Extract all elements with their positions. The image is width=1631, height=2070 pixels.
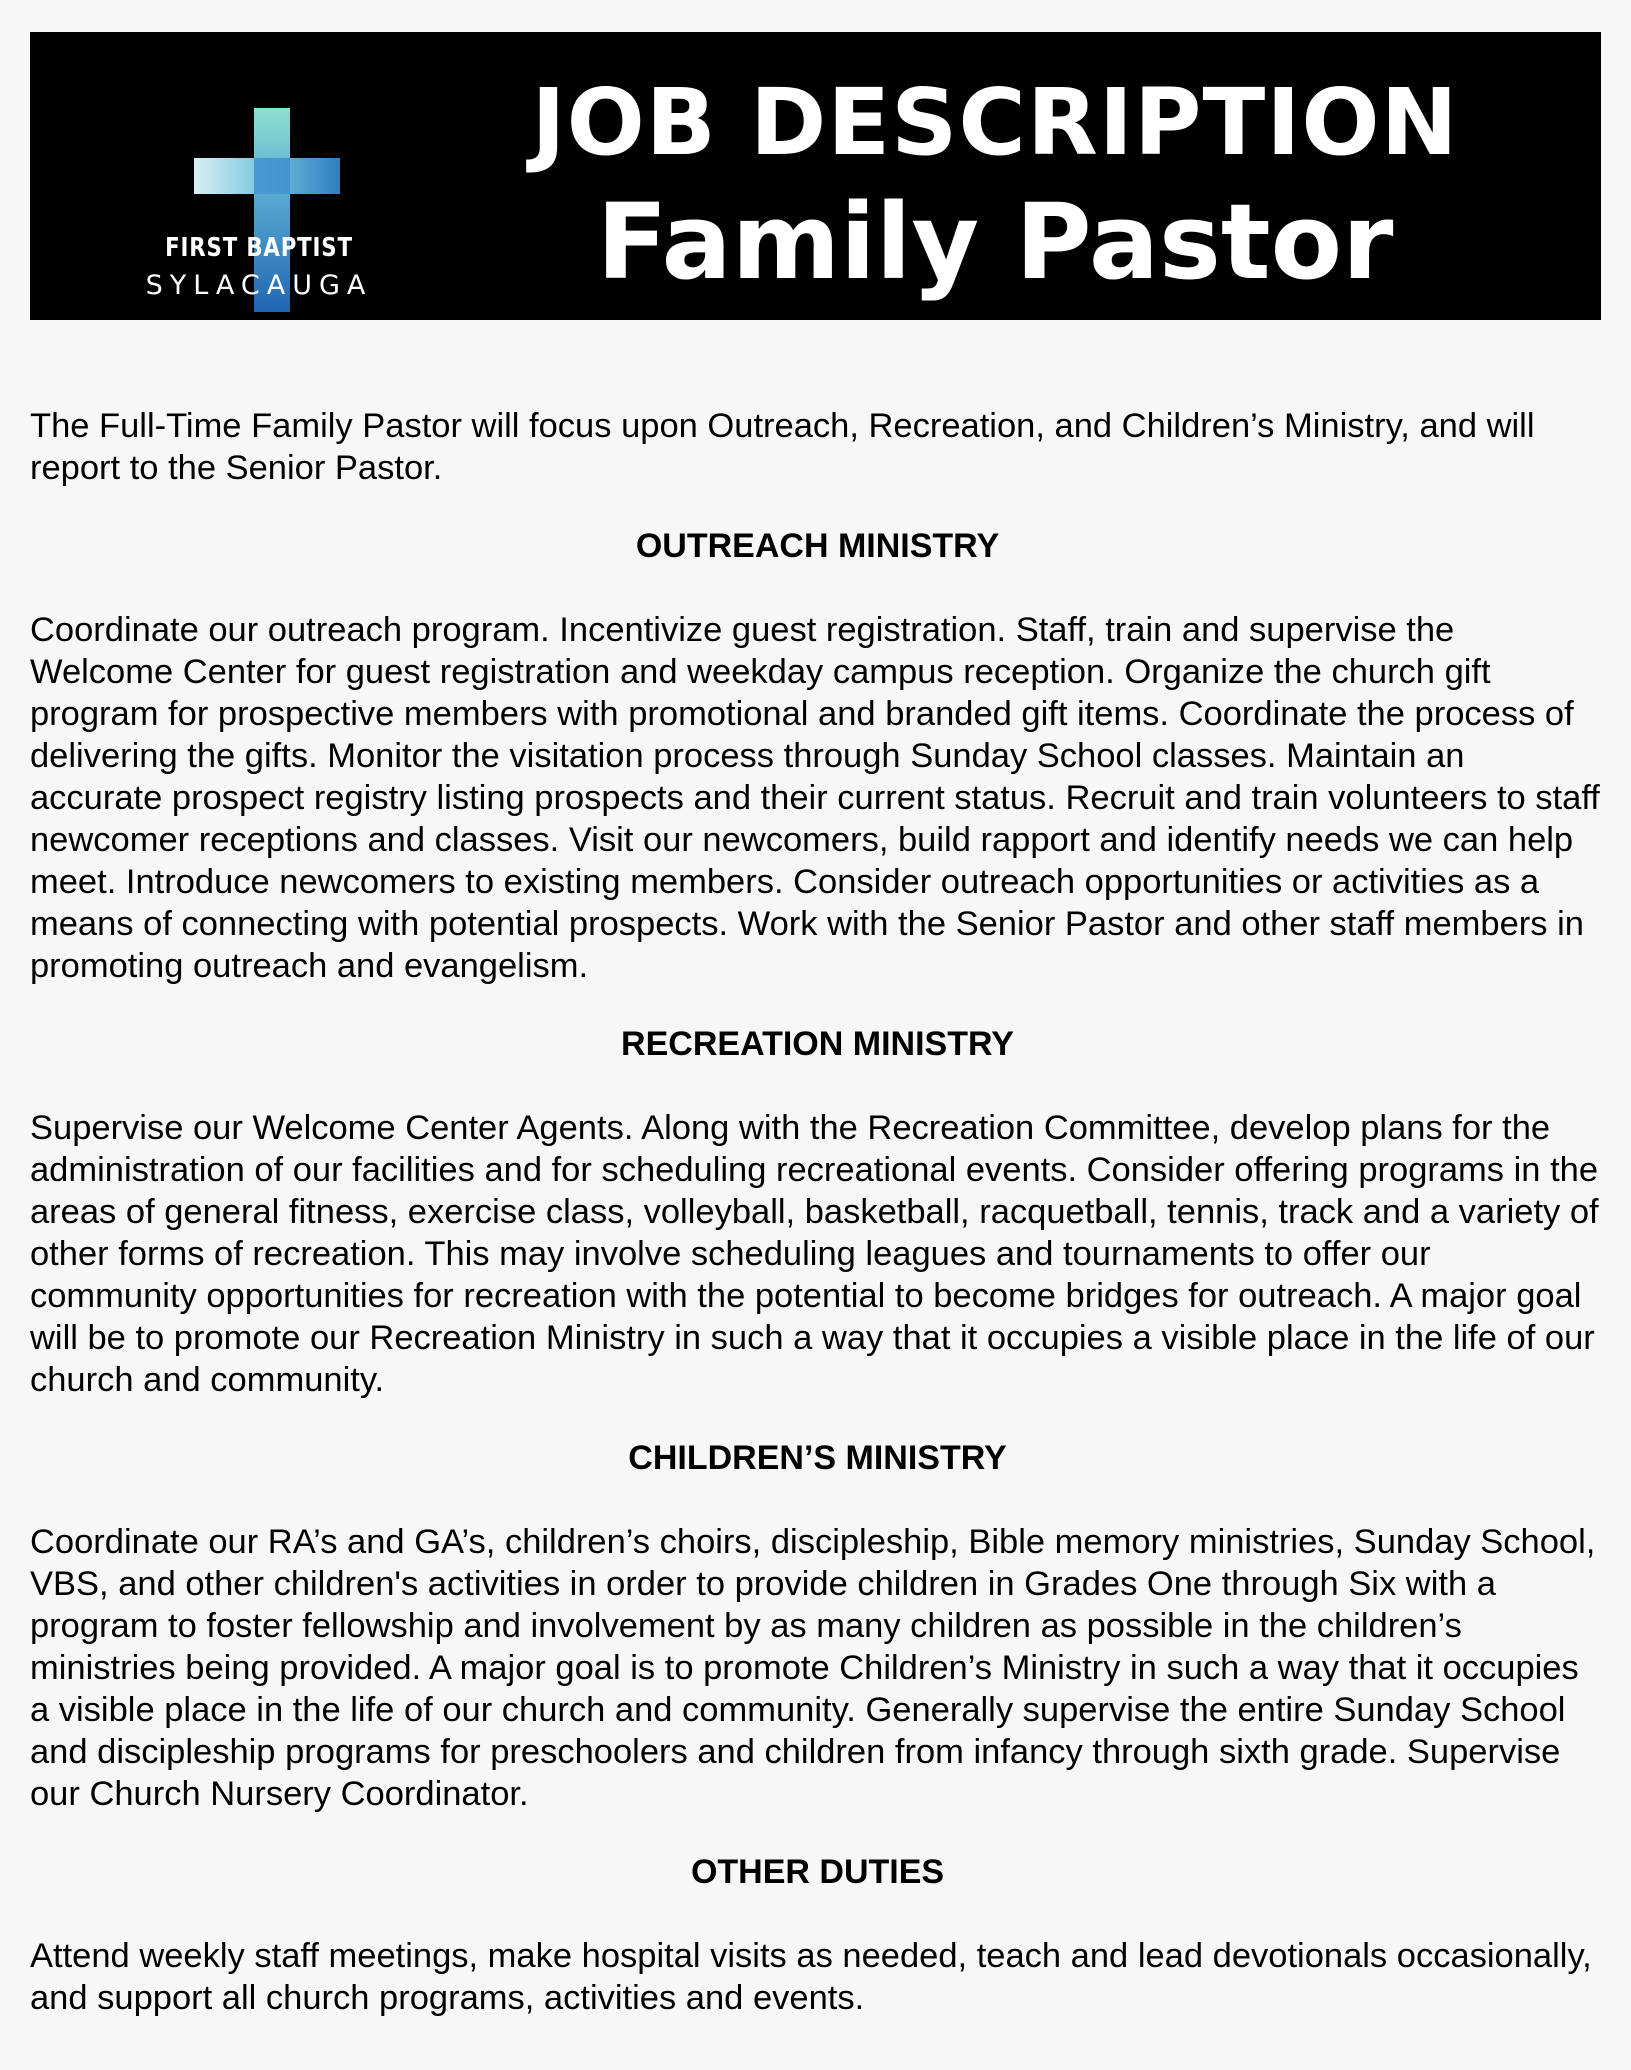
logo-church-city: SYLACAUGA [145, 270, 373, 301]
section-body-recreation: Supervise our Welcome Center Agents. Along with the Recreation Committee, develop plans for the administration of our facilities and for scheduling recreational events. Consider offering programs in the areas of general fitness, exercise class, volleyball, basketball, racquetball, tennis, track and a variety of other forms of recreation. This may involve scheduling leagues and tournaments to offer our community opportunities for recreation with the potential to become bridges for outreach. A major goal will be to promote our Recreation Ministry in such a way that it occupies a visible place in the life of our church and community. [30, 1109, 1599, 1399]
section-heading-outreach: OUTREACH MINISTRY [635, 527, 1000, 565]
job-title: Family Pastor [596, 181, 1394, 303]
intro-paragraph: The Full-Time Family Pastor will focus upon Outreach, Recreation, and Children’s Ministry, and will report to the Senior Pastor. [30, 407, 1535, 487]
logo-church-name: FIRST BAPTIST [165, 233, 353, 263]
header-banner [30, 32, 1601, 320]
church-logo [130, 72, 390, 312]
job-description-body [30, 405, 1605, 2019]
section-body-outreach: Coordinate our outreach program. Incentivize guest registration. Staff, train and supervise the Welcome Center for guest registration and weekday campus reception. Organize the church gift program for prospective members with promotional and branded gift items. Coordinate the process of delivering the gifts. Monitor the visitation process through Sunday School classes. Maintain an accurate prospect registry listing prospects and their current status. Recruit and train volunteers to staff newcomer receptions and classes. Visit our newcomers, build rapport and identify needs we can help meet. Introduce newcomers to existing members. Consider outreach opportunities or activities as a means of connecting with potential prospects. Work with the Senior Pastor and other staff members in promoting outreach and evangelism. [30, 611, 1600, 985]
section-heading-childrens: CHILDREN’S MINISTRY [628, 1439, 1007, 1477]
section-body-childrens: Coordinate our RA’s and GA’s, children’s choirs, discipleship, Bible memory ministries, Sunday School, VBS, and other children's activities in order to provide children in Grades One through Six with a program to foster fellowship and involvement by as many children as possible in the children’s ministries being provided. A major goal is to promote Children’s Ministry in such a way that it occupies a visible place in the life of our church and community. Generally supervise the entire Sunday School and discipleship programs for preschoolers and children from infancy through sixth grade. Supervise our Church Nursery Coordinator. [30, 1523, 1596, 1813]
section-heading-recreation: RECREATION MINISTRY [621, 1025, 1014, 1063]
document-title: JOB DESCRIPTION [531, 69, 1459, 176]
section-heading-other-duties: OTHER DUTIES [690, 1853, 945, 1891]
section-body-other-duties: Attend weekly staff meetings, make hospital visits as needed, teach and lead devotionals occasionally, and support all church programs, activities and events. [30, 1937, 1592, 2017]
